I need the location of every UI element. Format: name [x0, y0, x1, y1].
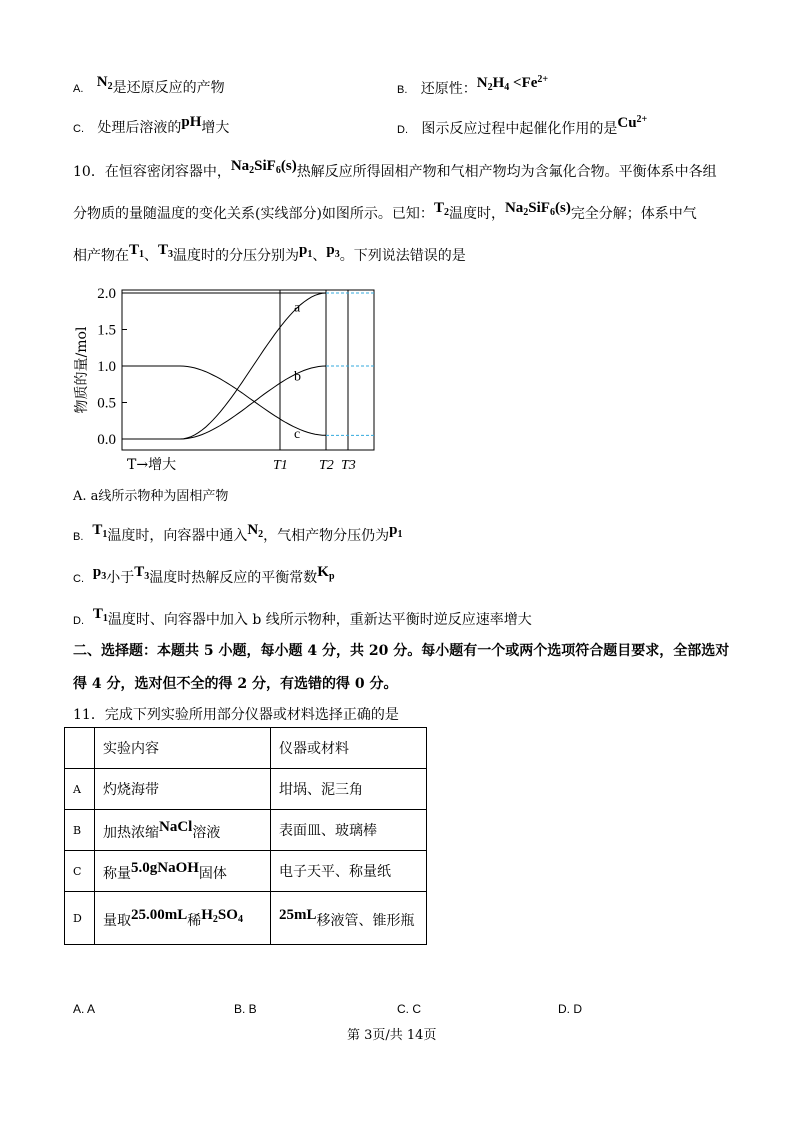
y-tick-label: 1.5 [97, 322, 116, 339]
table-row [65, 728, 427, 769]
q11-choice-b: B. B [234, 1002, 257, 1016]
table-row: A 灼烧海带 坩埚、泥三角 [65, 769, 427, 810]
q10-chart [70, 280, 390, 475]
section2-line2: 得 4 分，选对但不全的得 2 分，有选错的得 0 分。 [73, 676, 398, 692]
q9-option-c: C. 处理后溶液的pH增大 [73, 114, 230, 136]
q11-choice-c: C. C [397, 1002, 421, 1016]
y-tick-label: 2.0 [97, 286, 116, 302]
q10-stem-line2: 分物质的量随温度的变化关系(实线部分)如图所示。已知：$T_2$温度时，$Na_2SiF_6(s)$完全分解；体系中气 [73, 200, 697, 222]
page-footer: 第 3页/共 14页 [347, 1028, 437, 1043]
formula-cu: $Cu^{2+}$ [617, 114, 648, 131]
table-header: 仪器或材料 [271, 728, 427, 769]
formula-n2h4-fe: $N_2H_4 <Fe^{2+}$ [476, 74, 549, 93]
q10-option-c: C. $p_3$小于$T_3$温度时热解反应的平衡常数$K_p$ [73, 564, 335, 586]
q11-choice-a: A. A [73, 1002, 96, 1016]
series-label-a: a [294, 300, 301, 316]
q10-option-a: A. a线所示物种为固相产物 [73, 489, 229, 504]
q9-option-a: A. $N_2$是还原反应的产物 [73, 74, 225, 96]
table-row: D 量取25.00mL稀$H_2SO_4$ 25mL移液管、锥形瓶 [65, 892, 427, 945]
q11-choice-d: D. D [558, 1002, 582, 1016]
x-axis-label: T→增大 [127, 457, 177, 473]
table-row: C 称量5.0gNaOH固体 电子天平、称量纸 [65, 851, 427, 892]
formula-ph: pH [181, 114, 202, 130]
x-mark-label: T1 [273, 458, 288, 473]
y-axis-label: 物质的量/mol [74, 326, 90, 414]
x-mark-label: T2 [319, 458, 334, 473]
section2-line1: 二、选择题：本题共 5 小题，每小题 4 分，共 20 分。每小题有一个或两个选项符合题目要求，全部选对 [73, 643, 730, 659]
q11-stem: 11．完成下列实验所用部分仪器或材料选择正确的是 [73, 707, 399, 723]
series-label-b: b [294, 369, 301, 385]
q10-stem-line3: 相产物在$T_1$、$T_3$温度时的分压分别为$p_1$、$p_3$。下列说法错误的是 [73, 242, 466, 264]
formula-n2: $N_2$ [96, 74, 113, 92]
q10-option-b: B. $T_1$温度时，向容器中通入$N_2$，气相产物分压仍为$p_1$ [73, 522, 403, 544]
y-tick-label: 0.5 [97, 395, 116, 412]
x-mark-label: T3 [341, 458, 356, 473]
plot-frame [122, 290, 374, 450]
q11-table [64, 727, 427, 945]
series-label-c: c [294, 427, 301, 442]
q9-option-b: B. 还原性：$N_2H_4 <Fe^{2+}$ [397, 74, 549, 97]
q10-option-d: D. $T_1$温度时、向容器中加入 b 线所示物种，重新达平衡时逆反应速率增大 [73, 606, 532, 628]
y-tick-label: 1.0 [97, 359, 116, 375]
q9-option-d: D. 图示反应过程中起催化作用的是$Cu^{2+}$ [397, 114, 648, 137]
table-row: B 加热浓缩NaCl溶液 表面皿、玻璃棒 [65, 810, 427, 851]
q10-stem-line1: 10．在恒容密闭容器中，$Na_2SiF_6(s)$热解反应所得固相产物和气相产物均为含氟化合物。平衡体系中各组 [73, 158, 717, 180]
y-tick-label: 0.0 [97, 432, 116, 448]
table-header: 实验内容 [95, 728, 271, 769]
